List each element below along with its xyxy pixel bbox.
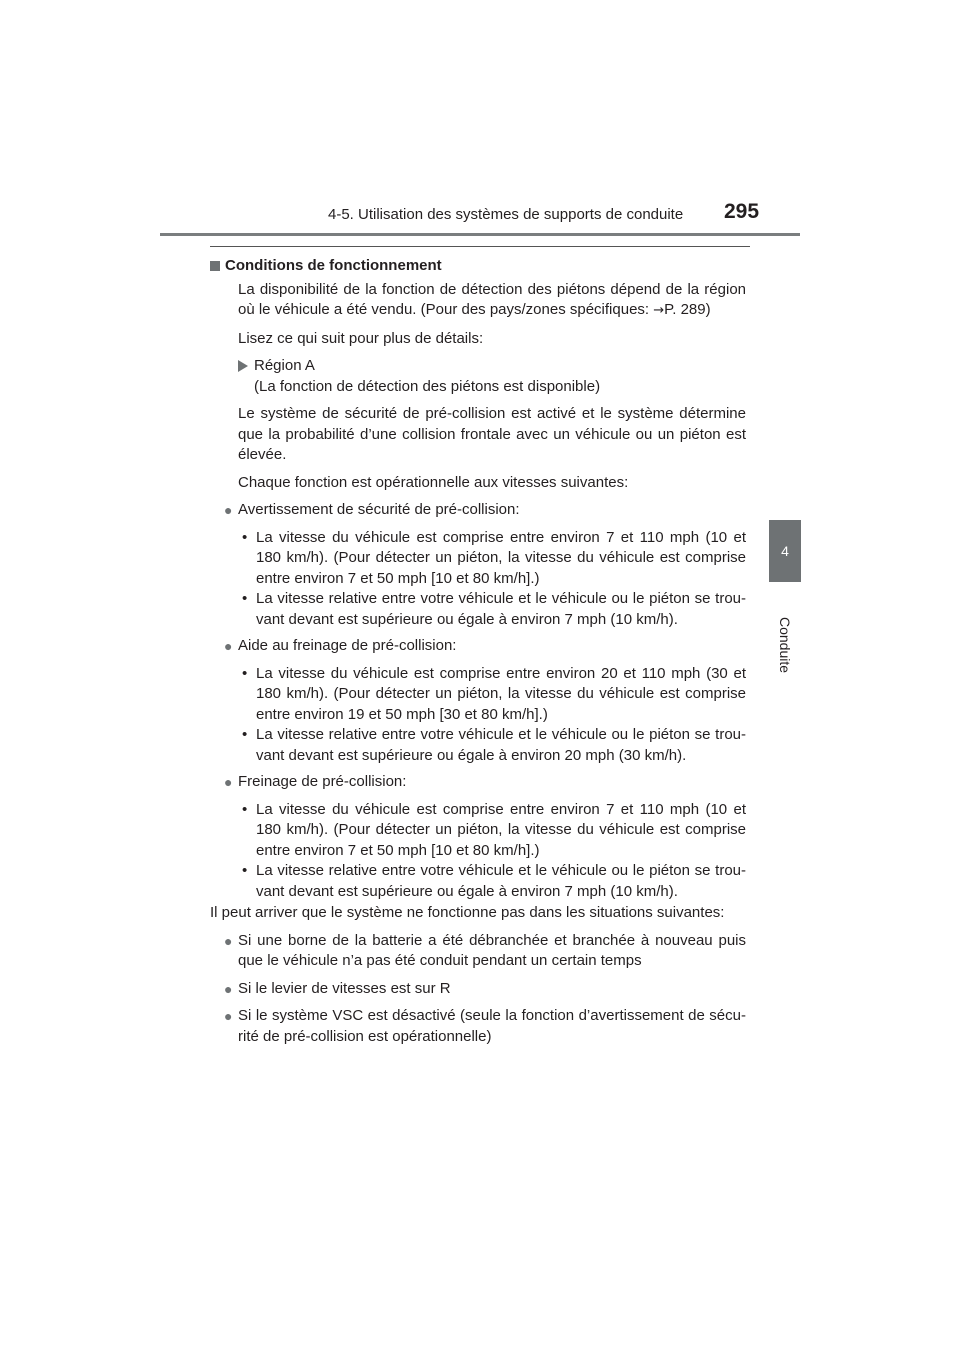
dot-icon: •	[242, 862, 248, 879]
dot-icon: •	[242, 590, 248, 607]
round-bullet-icon: ●	[224, 932, 233, 949]
round-bullet-icon: ●	[224, 980, 233, 997]
situation-text: Si le système VSC est désactivé (seule la fonction d’avertissement de sécu-rité de pré-collision est opérationnelle)	[238, 1007, 746, 1045]
function-title: Avertissement de sécurité de pré-collision:	[238, 501, 520, 518]
dot-icon: •	[242, 800, 248, 818]
header-rule	[160, 233, 800, 236]
region-item	[210, 356, 746, 397]
reference-arrow-icon: →	[653, 303, 665, 318]
condition-item	[238, 861, 746, 902]
intro-paragraph-2: Lisez ce qui suit pour plus de détails:	[238, 329, 484, 347]
round-bullet-icon: ●	[224, 774, 233, 790]
condition-item	[238, 664, 746, 726]
condition-text: La vitesse du véhicule est comprise entre environ 7 et 110 mph (10 et 180 km/h). (Pour détecter un piéton, la vitesse du véhicule est comprise entre environ 7 et 50 mph [10 et 80 km/h].)	[256, 800, 746, 859]
chapter-label: Conduite	[777, 616, 793, 674]
header-title: 4-5. Utilisation des systèmes de supports de conduite	[328, 206, 684, 223]
body-paragraph-2: Chaque fonction est opérationnelle aux vitesses suivantes:	[238, 473, 629, 491]
condition-text: La vitesse du véhicule est comprise entre environ 20 et 110 mph (30 et 180 km/h). (Pour détecter un piéton, la vitesse du véhicule est comprise entre environ 19 et 50 mph [30 et 80 km/h].)	[256, 664, 746, 723]
situation-item	[210, 979, 746, 1000]
function-item	[210, 500, 746, 521]
section-heading-text: Conditions de fonctionnement	[225, 257, 442, 274]
square-bullet-icon	[210, 261, 220, 271]
content-rule	[210, 246, 750, 247]
chapter-tab: 4	[769, 520, 801, 582]
function-item	[210, 636, 746, 657]
function-conditions	[210, 800, 746, 903]
triangle-arrow-icon	[238, 360, 248, 372]
round-bullet-icon: ●	[224, 1008, 233, 1024]
condition-item	[238, 800, 746, 862]
region-subtitle: (La fonction de détection des piétons est disponible)	[254, 377, 601, 395]
function-conditions	[210, 664, 746, 767]
region-title: Région A	[254, 357, 315, 374]
situation-text: Si une borne de la batterie a été débranchée et branchée à nouveau puis que le véhicule n’a pas été conduit pendant un certain temps	[238, 931, 746, 969]
condition-text: La vitesse du véhicule est comprise entre environ 7 et 110 mph (10 et 180 km/h). (Pour détecter un piéton, la vitesse du véhicule est comprise entre environ 7 et 50 mph [10 et 80 km/h].)	[256, 528, 746, 587]
situation-text: Si le levier de vitesses est sur R	[238, 979, 451, 997]
page-reference: P. 289)	[664, 301, 711, 318]
dot-icon: •	[242, 528, 248, 546]
section-heading	[210, 256, 746, 277]
function-title: Aide au freinage de pré-collision:	[238, 637, 457, 654]
round-bullet-icon: ●	[224, 502, 233, 518]
body-paragraph-1: Le système de sécurité de pré-collision est activé et le système détermine que la probabilité d’une collision frontale avec un véhicule ou un piéton est élevée.	[238, 405, 746, 463]
condition-item	[238, 528, 746, 590]
function-title: Freinage de pré-collision:	[238, 773, 407, 790]
condition-text: La vitesse relative entre votre véhicule et le véhicule ou le piéton se trou-vant devant est supérieure ou égale à environ 7 mph (10 km/h).	[256, 590, 746, 628]
intro-text: La disponibilité de la fonction de détection des piétons dépend de la région où le véhicule a été vendu. (Pour des pays/zones spécifiques:	[238, 280, 746, 318]
condition-text: La vitesse relative entre votre véhicule et le véhicule ou le piéton se trou-vant devant est supérieure ou égale à environ 7 mph (10 km/h).	[256, 862, 746, 900]
intro-paragraph	[210, 280, 746, 322]
dot-icon: •	[242, 664, 248, 682]
function-item	[210, 772, 746, 793]
body-paragraph-3: Il peut arriver que le système ne fonctionne pas dans les situations suivantes:	[210, 904, 725, 921]
page-content	[210, 256, 746, 1054]
situation-item	[210, 931, 746, 972]
page-number: 295	[724, 200, 760, 223]
dot-icon: •	[242, 726, 248, 743]
condition-item	[238, 589, 746, 630]
round-bullet-icon: ●	[224, 638, 233, 654]
function-conditions	[210, 528, 746, 631]
situation-item	[210, 1006, 746, 1047]
condition-text: La vitesse relative entre votre véhicule et le véhicule ou le piéton se trou-vant devant est supérieure ou égale à environ 20 mph (30 km/h).	[256, 726, 746, 764]
condition-item	[238, 725, 746, 766]
